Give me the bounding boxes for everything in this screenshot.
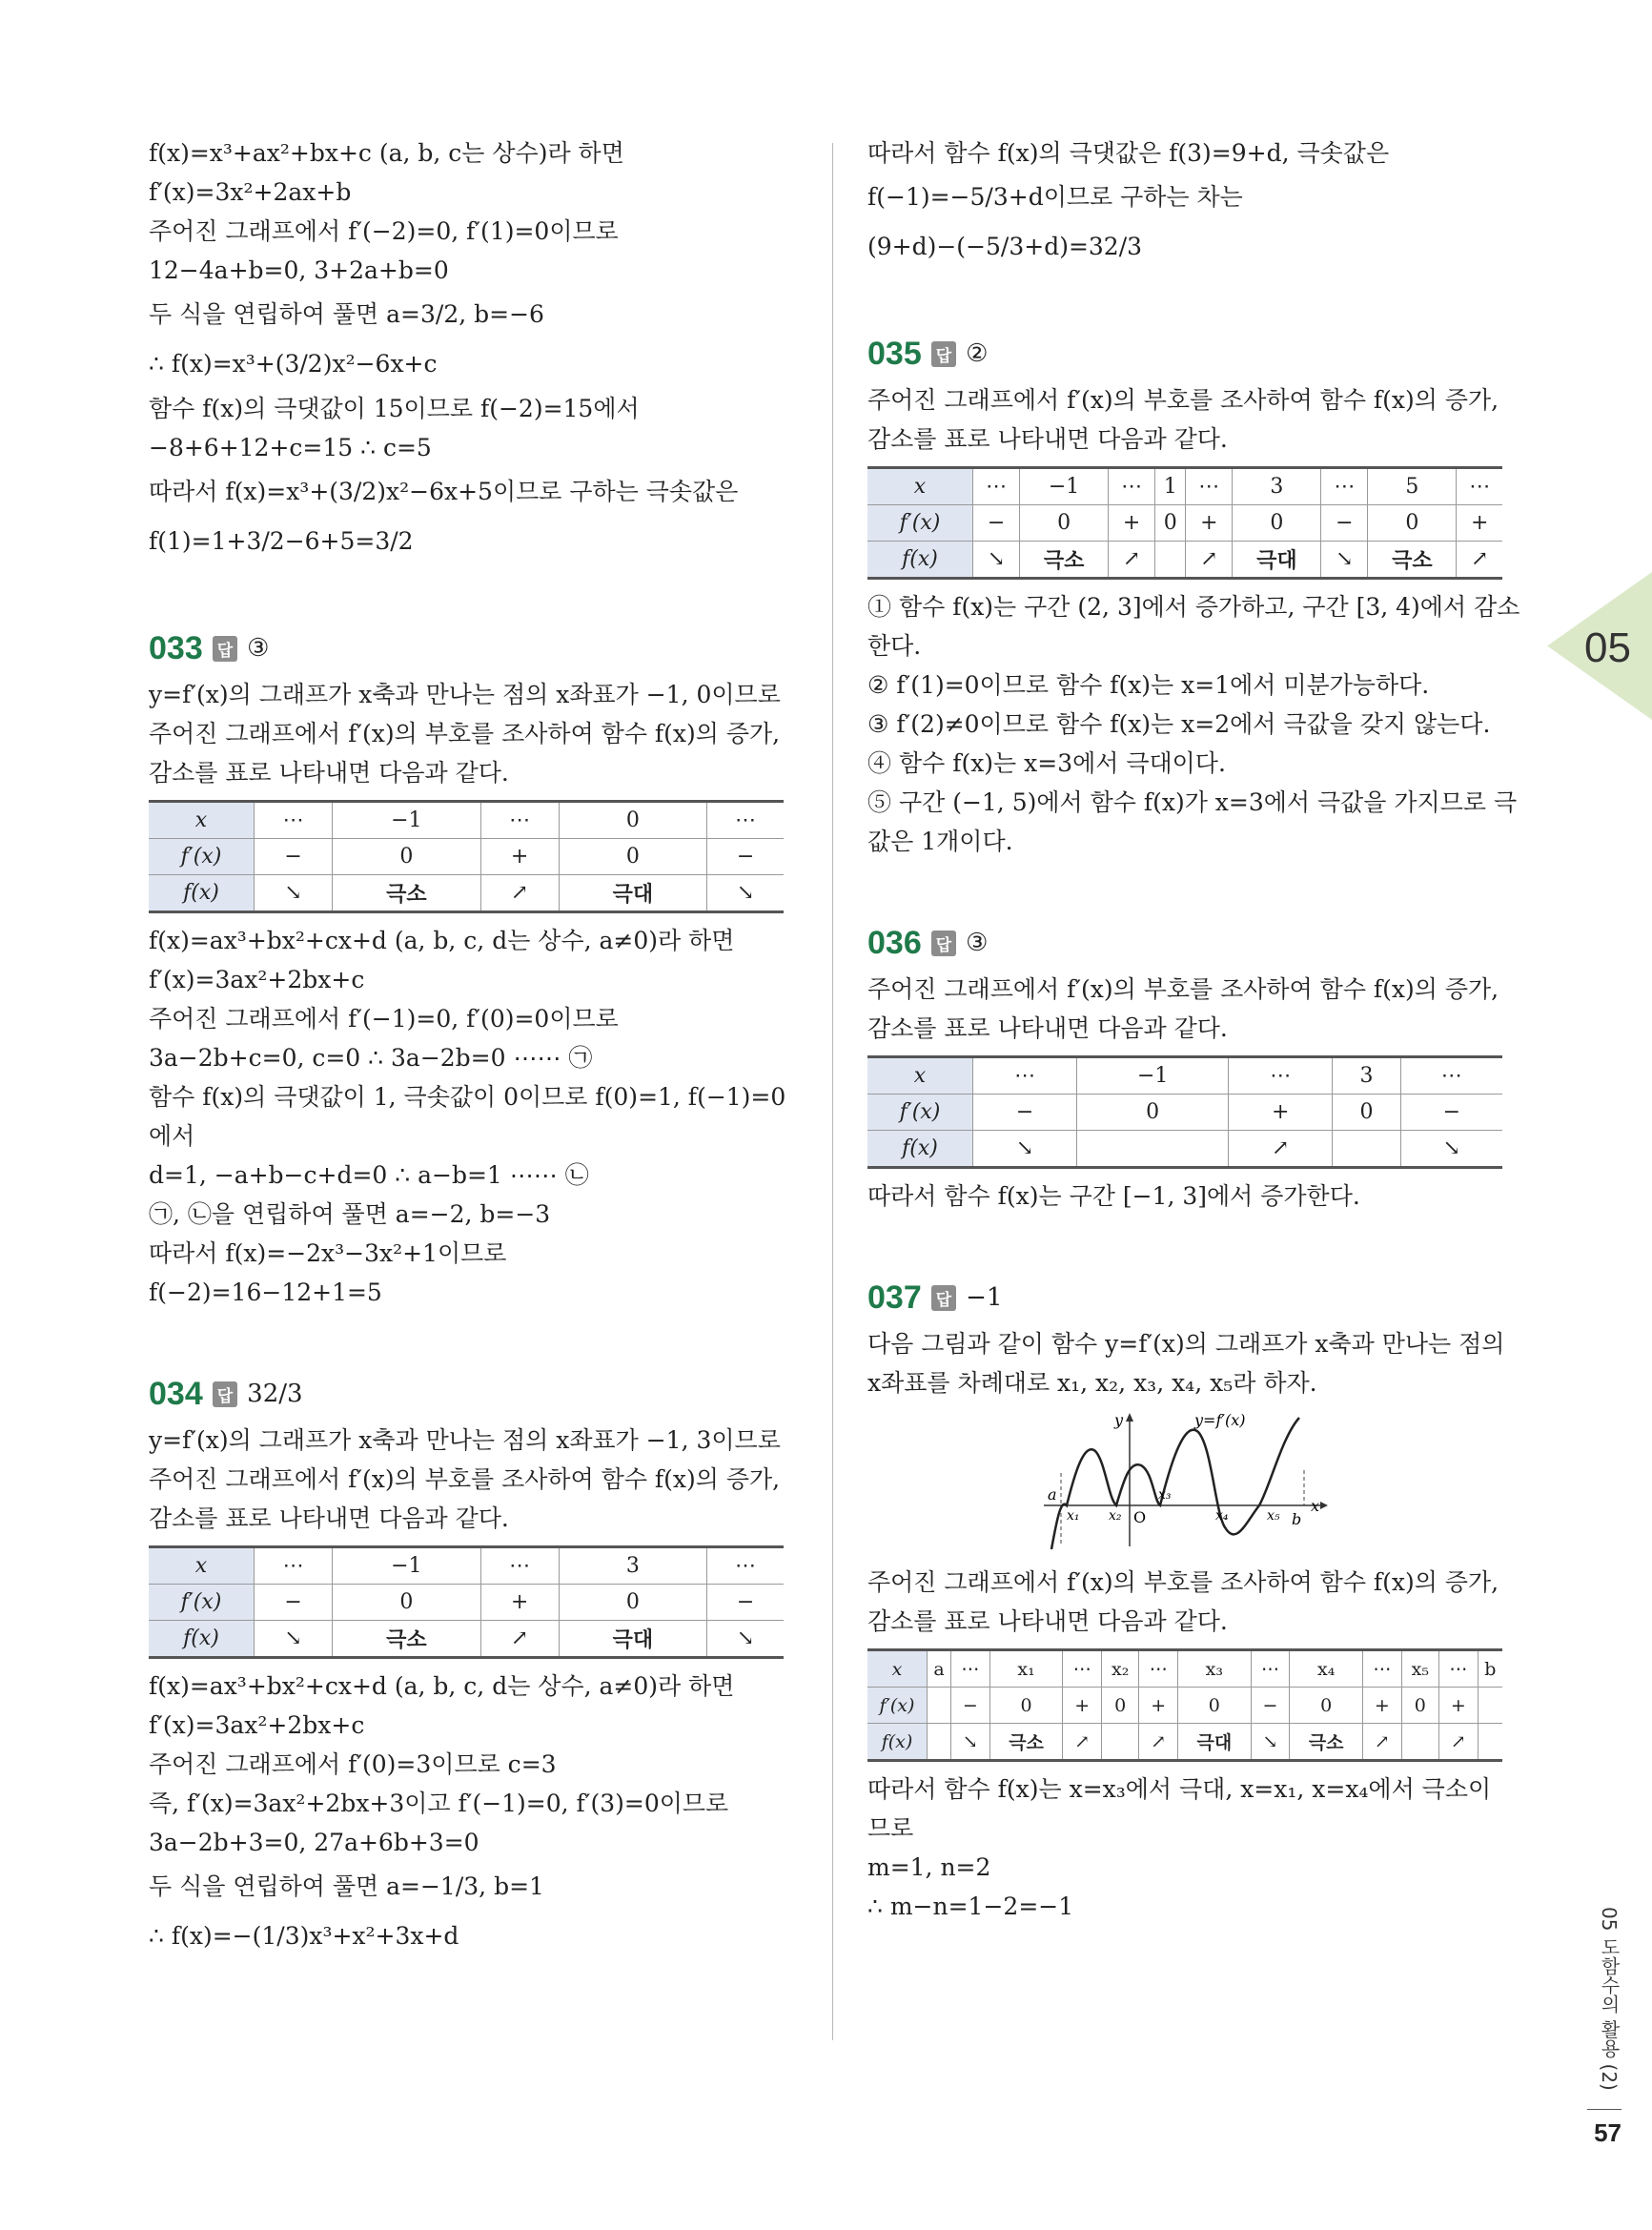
table-cell: 0 — [1020, 505, 1109, 542]
x5-label: x₅ — [1267, 1508, 1280, 1524]
text-line: 주어진 그래프에서 f′(x)의 부호를 조사하여 함수 f(x)의 증가, — [867, 975, 1499, 1003]
table-cell: − — [707, 839, 784, 875]
table-cell: a — [928, 1650, 951, 1688]
text-line: 주어진 그래프에서 f′(−1)=0, f′(0)=0이므로 — [149, 1005, 619, 1033]
answer-value: ③ — [247, 634, 270, 663]
derivative-graph-svg — [1034, 1408, 1339, 1551]
table-cell: ↗ — [1186, 542, 1233, 579]
text-line: 3a−2b+3=0, 27a+6b+3=0 — [149, 1829, 479, 1856]
text-line: 주어진 그래프에서 f′(x)의 부호를 조사하여 함수 f(x)의 증가, — [867, 1568, 1499, 1596]
variation-table-037 — [867, 1648, 1502, 1762]
text-line: 에서 — [149, 1122, 195, 1150]
text-line: ② f′(1)=0이므로 함수 f(x)는 x=1에서 미분가능하다. — [867, 671, 1430, 699]
text-line: 3a−2b+c=0, c=0 ∴ 3a−2b=0 ⋯⋯ ㉠ — [149, 1044, 593, 1072]
table-cell: −1 — [1077, 1057, 1229, 1095]
table-cell: ↘ — [973, 542, 1020, 579]
table-cell: 3 — [559, 1547, 706, 1585]
curve-label: y=f′(x) — [1194, 1411, 1246, 1429]
table-row — [867, 1095, 1502, 1131]
answer-value: ③ — [966, 929, 989, 957]
text-line: 두 식을 연립하여 풀면 a=−1/3, b=1 — [149, 1872, 544, 1900]
table-row — [149, 839, 784, 875]
text-line: ⑤ 구간 (−1, 5)에서 함수 f(x)가 x=3에서 극값을 가지므로 극 — [867, 788, 1518, 816]
table-cell: ↗ — [1363, 1724, 1402, 1761]
text-line: ③ f′(2)≠0이므로 함수 f(x)는 x=2에서 극값을 갖지 않는다. — [867, 710, 1491, 738]
table-row-header: f(x) — [867, 1724, 928, 1761]
table-row-header: x — [867, 1650, 928, 1688]
answer-value: 32/3 — [247, 1380, 303, 1408]
table-cell: 0 — [989, 1688, 1063, 1724]
table-cell: x₅ — [1401, 1650, 1438, 1688]
problem-034-header — [149, 1367, 797, 1421]
table-row — [149, 802, 784, 839]
solution-034-continued — [867, 133, 1516, 272]
left-column — [149, 133, 797, 1961]
table-cell: 0 — [1401, 1688, 1438, 1724]
problem-number: 035 — [867, 335, 922, 372]
page-number: 57 — [1594, 2118, 1621, 2147]
text-line: f′(x)=3x²+2ax+b — [149, 178, 352, 206]
text-line: ∴ f(x)=−(1/3)x³+x²+3x+d — [149, 1922, 459, 1950]
table-cell: + — [1438, 1688, 1478, 1724]
curve-y-f-prime-x — [1051, 1418, 1302, 1549]
table-cell: b — [1478, 1650, 1502, 1688]
derivative-graph — [1034, 1408, 1516, 1555]
table-cell: ⋯ — [1109, 468, 1155, 505]
text-line: 두 식을 연립하여 풀면 a=3/2, b=−6 — [149, 300, 544, 328]
table-cell: ↘ — [1251, 1724, 1290, 1761]
answer-badge: 답 — [213, 636, 237, 662]
text-line: 감소를 표로 나타내면 다음과 같다. — [867, 425, 1228, 453]
table-cell: x₃ — [1178, 1650, 1252, 1688]
problem-number: 033 — [149, 629, 203, 666]
table-cell: 극소 — [1290, 1724, 1363, 1761]
table-cell: 극소 — [333, 1621, 480, 1658]
variation-table-036 — [867, 1055, 1502, 1169]
table-cell: −1 — [333, 802, 480, 839]
table-cell: ↗ — [480, 875, 559, 912]
page-number-rule — [1587, 2109, 1621, 2110]
chapter-title: 05 도함수의 활용 (2) — [1598, 1907, 1621, 2091]
answer-badge: 답 — [931, 341, 956, 367]
table-cell: + — [1063, 1688, 1102, 1724]
table-cell: + — [1139, 1688, 1178, 1724]
table-cell: −1 — [1020, 468, 1109, 505]
table-cell — [1155, 542, 1186, 579]
text-line: ④ 함수 f(x)는 x=3에서 극대이다. — [867, 749, 1226, 777]
table-cell: − — [951, 1688, 990, 1724]
table-row-header: f(x) — [867, 542, 973, 579]
table-cell: 5 — [1368, 468, 1457, 505]
table-row — [867, 1688, 1502, 1724]
variation-table-034 — [149, 1545, 784, 1659]
problem-number: 036 — [867, 924, 922, 961]
table-cell: + — [1457, 505, 1502, 542]
text-line: f′(x)=3ax²+2bx+c — [149, 1711, 365, 1739]
table-cell — [1478, 1688, 1502, 1724]
text-line: ① 함수 f(x)는 구간 (2, 3]에서 증가하고, 구간 [3, 4)에서 감소 — [867, 593, 1520, 621]
table-cell: x₄ — [1290, 1650, 1363, 1688]
text-line: 주어진 그래프에서 f′(x)의 부호를 조사하여 함수 f(x)의 증가, — [149, 720, 781, 747]
table-cell: 1 — [1155, 468, 1186, 505]
table-cell: ⋯ — [951, 1650, 990, 1688]
table-row-header: f′(x) — [867, 1688, 928, 1724]
text-line: 함수 f(x)의 극댓값이 1, 극솟값이 0이므로 f(0)=1, f(−1)=0 — [149, 1083, 786, 1111]
table-cell: ↘ — [1321, 542, 1368, 579]
table-cell: ↗ — [1457, 542, 1502, 579]
table-cell: + — [1109, 505, 1155, 542]
table-cell: ⋯ — [255, 802, 333, 839]
table-row — [149, 1621, 784, 1658]
table-cell: ⋯ — [1063, 1650, 1102, 1688]
answer-badge: 답 — [931, 931, 956, 956]
problem-033-header — [149, 622, 797, 675]
table-cell: 극대 — [559, 875, 706, 912]
text-line: y=f′(x)의 그래프가 x축과 만나는 점의 x좌표가 −1, 0이므로 — [149, 681, 781, 708]
table-row — [149, 875, 784, 912]
table-cell: + — [1186, 505, 1233, 542]
table-cell: 극대 — [559, 1621, 706, 1658]
answer-badge: 답 — [931, 1285, 956, 1311]
chapter-tab-number: 05 — [1584, 624, 1631, 671]
table-cell: ↗ — [1229, 1131, 1333, 1168]
text-line: f(−2)=16−12+1=5 — [149, 1279, 382, 1306]
table-cell: 극소 — [333, 875, 480, 912]
table-row-header: x — [867, 1057, 973, 1095]
right-column — [867, 133, 1520, 1926]
table-cell: − — [1251, 1688, 1290, 1724]
table-cell: − — [973, 505, 1020, 542]
table-row-header: f(x) — [867, 1131, 973, 1168]
text-line: 따라서 f(x)=−2x³−3x²+1이므로 — [149, 1239, 507, 1267]
table-cell: ↘ — [1400, 1131, 1502, 1168]
table-cell: 0 — [559, 802, 706, 839]
table-cell: −1 — [333, 1547, 480, 1585]
a-label: a — [1048, 1485, 1057, 1504]
x2-label: x₂ — [1109, 1508, 1122, 1524]
table-row-header: f′(x) — [867, 505, 973, 542]
table-cell: ⋯ — [1186, 468, 1233, 505]
text-line: ∴ m−n=1−2=−1 — [867, 1892, 1074, 1920]
table-cell: 0 — [1233, 505, 1321, 542]
text-line: 따라서 함수 f(x)는 x=x₃에서 극대, x=x₁, x=x₄에서 극소이 — [867, 1775, 1492, 1803]
table-row — [867, 1131, 1502, 1168]
table-row — [149, 1585, 784, 1621]
table-cell: 극소 — [1020, 542, 1109, 579]
table-cell: ↘ — [951, 1724, 990, 1761]
text-line: f(1)=1+3/2−6+5=3/2 — [149, 527, 414, 555]
table-cell: 0 — [1102, 1688, 1139, 1724]
x-axis-label: x — [1311, 1497, 1320, 1515]
table-cell: 3 — [1333, 1057, 1400, 1095]
table-cell: 0 — [1155, 505, 1186, 542]
table-row-header: f(x) — [149, 875, 255, 912]
table-cell: 극소 — [1368, 542, 1457, 579]
x3-label: x₃ — [1158, 1487, 1172, 1503]
table-cell: ⋯ — [1438, 1650, 1478, 1688]
text-line: 값은 1개이다. — [867, 828, 1013, 855]
table-cell — [1333, 1131, 1400, 1168]
table-cell: 극대 — [1178, 1724, 1252, 1761]
table-cell: ⋯ — [973, 1057, 1077, 1095]
table-row — [867, 1650, 1502, 1688]
text-line: 다음 그림과 같이 함수 y=f′(x)의 그래프가 x축과 만나는 점의 — [867, 1330, 1505, 1358]
table-cell — [1077, 1131, 1229, 1168]
text-line: 한다. — [867, 632, 922, 660]
table-cell: − — [1400, 1095, 1502, 1131]
table-cell — [1102, 1724, 1139, 1761]
problem-036-header — [867, 916, 1516, 970]
table-row — [867, 1057, 1502, 1095]
table-cell: − — [255, 1585, 333, 1621]
table-cell: − — [1321, 505, 1368, 542]
table-cell: ⋯ — [255, 1547, 333, 1585]
text-line: 감소를 표로 나타내면 다음과 같다. — [149, 759, 509, 787]
text-line: 므로 — [867, 1814, 914, 1842]
problem-number: 037 — [867, 1279, 922, 1316]
answer-badge: 답 — [213, 1381, 237, 1407]
x4-label: x₄ — [1215, 1508, 1229, 1524]
solution-032-continued — [149, 133, 797, 566]
table-row-header: f′(x) — [149, 839, 255, 875]
text-line: 즉, f′(x)=3ax²+2bx+3이고 f′(−1)=0, f′(3)=0이므로 — [149, 1790, 729, 1817]
text-line: 감소를 표로 나타내면 다음과 같다. — [149, 1504, 509, 1532]
b-label: b — [1292, 1510, 1302, 1528]
text-line: 함수 f(x)의 극댓값이 15이므로 f(−2)=15에서 — [149, 395, 640, 422]
text-line: 주어진 그래프에서 f′(x)의 부호를 조사하여 함수 f(x)의 증가, — [149, 1465, 781, 1493]
table-cell: ⋯ — [707, 802, 784, 839]
table-cell: ⋯ — [1457, 468, 1502, 505]
table-row — [149, 1547, 784, 1585]
table-row — [867, 468, 1502, 505]
table-cell: ⋯ — [480, 802, 559, 839]
text-line: 감소를 표로 나타내면 다음과 같다. — [867, 1607, 1228, 1635]
table-cell: + — [480, 1585, 559, 1621]
table-cell: + — [1229, 1095, 1333, 1131]
origin-label: O — [1133, 1508, 1147, 1526]
text-line: f′(x)=3ax²+2bx+c — [149, 966, 365, 993]
text-line: m=1, n=2 — [867, 1853, 991, 1881]
table-cell — [1478, 1724, 1502, 1761]
table-cell: 0 — [333, 839, 480, 875]
table-cell: 0 — [1368, 505, 1457, 542]
text-line: (9+d)−(−5/3+d)=32/3 — [867, 233, 1143, 260]
problem-037-header — [867, 1271, 1516, 1324]
table-cell: 0 — [1290, 1688, 1363, 1724]
text-line: f(x)=ax³+bx²+cx+d (a, b, c, d는 상수, a≠0)라 하면 — [149, 1672, 735, 1700]
table-cell: ↘ — [255, 1621, 333, 1658]
table-cell: ⋯ — [480, 1547, 559, 1585]
table-cell: ⋯ — [1229, 1057, 1333, 1095]
table-cell: − — [973, 1095, 1077, 1131]
table-row — [867, 542, 1502, 579]
table-cell: ↘ — [707, 875, 784, 912]
table-cell — [928, 1724, 951, 1761]
text-line: 따라서 함수 f(x)는 구간 [−1, 3]에서 증가한다. — [867, 1182, 1360, 1210]
text-line: d=1, −a+b−c+d=0 ∴ a−b=1 ⋯⋯ ㉡ — [149, 1161, 589, 1189]
problem-number: 034 — [149, 1375, 203, 1412]
text-line: 주어진 그래프에서 f′(x)의 부호를 조사하여 함수 f(x)의 증가, — [867, 386, 1499, 414]
text-line: −8+6+12+c=15 ∴ c=5 — [149, 434, 432, 461]
table-cell: ⋯ — [1363, 1650, 1402, 1688]
text-line: 12−4a+b=0, 3+2a+b=0 — [149, 256, 449, 284]
y-axis-arrow — [1126, 1413, 1133, 1422]
table-cell: ↗ — [1109, 542, 1155, 579]
text-line: 따라서 함수 f(x)의 극댓값은 f(3)=9+d, 극솟값은 — [867, 139, 1390, 167]
table-cell: 0 — [1077, 1095, 1229, 1131]
table-row-header: f(x) — [149, 1621, 255, 1658]
table-cell: ⋯ — [973, 468, 1020, 505]
x-axis-arrow — [1320, 1502, 1328, 1509]
table-row — [867, 1724, 1502, 1761]
table-cell: 3 — [1233, 468, 1321, 505]
text-line: 감소를 표로 나타내면 다음과 같다. — [867, 1014, 1228, 1042]
table-cell: 0 — [1333, 1095, 1400, 1131]
text-line: x좌표를 차례대로 x₁, x₂, x₃, x₄, x₅라 하자. — [867, 1369, 1317, 1397]
table-cell: 극소 — [989, 1724, 1063, 1761]
answer-value: −1 — [966, 1283, 1003, 1312]
table-cell: ↘ — [973, 1131, 1077, 1168]
table-cell: ↘ — [707, 1621, 784, 1658]
table-cell: 0 — [559, 1585, 706, 1621]
text-line: ∴ f(x)=x³+(3/2)x²−6x+c — [149, 350, 438, 378]
table-cell: 극대 — [1233, 542, 1321, 579]
table-cell: 0 — [559, 839, 706, 875]
table-cell: x₁ — [989, 1650, 1063, 1688]
table-cell: ↘ — [255, 875, 333, 912]
table-row — [867, 505, 1502, 542]
text-line: f(x)=ax³+bx²+cx+d (a, b, c, d는 상수, a≠0)라 하면 — [149, 927, 735, 954]
text-line: 따라서 f(x)=x³+(3/2)x²−6x+5이므로 구하는 극솟값은 — [149, 478, 739, 505]
table-cell: ⋯ — [1400, 1057, 1502, 1095]
table-cell: ↗ — [1139, 1724, 1178, 1761]
table-cell: − — [255, 839, 333, 875]
table-row-header: x — [867, 468, 973, 505]
table-cell — [1401, 1724, 1438, 1761]
table-row-header: f′(x) — [867, 1095, 973, 1131]
table-cell — [928, 1688, 951, 1724]
text-line: ㉠, ㉡을 연립하여 풀면 a=−2, b=−3 — [149, 1200, 551, 1228]
table-cell: 0 — [1178, 1688, 1252, 1724]
problem-035-header — [867, 327, 1516, 380]
answer-value: ② — [966, 339, 989, 368]
table-cell: + — [480, 839, 559, 875]
table-cell: ⋯ — [1251, 1650, 1290, 1688]
y-axis-label: y — [1114, 1411, 1124, 1429]
text-line: 주어진 그래프에서 f′(−2)=0, f′(1)=0이므로 — [149, 217, 619, 245]
table-cell: x₂ — [1102, 1650, 1139, 1688]
table-row-header: x — [149, 1547, 255, 1585]
table-cell: ↗ — [480, 1621, 559, 1658]
table-cell: ⋯ — [1321, 468, 1368, 505]
table-cell: − — [707, 1585, 784, 1621]
table-cell: ↗ — [1063, 1724, 1102, 1761]
x1-label: x₁ — [1067, 1508, 1080, 1524]
variation-table-033 — [149, 800, 784, 913]
table-cell: ⋯ — [707, 1547, 784, 1585]
text-line: 주어진 그래프에서 f′(0)=3이므로 c=3 — [149, 1750, 557, 1778]
table-cell: ↗ — [1438, 1724, 1478, 1761]
column-divider — [832, 143, 833, 2040]
table-cell: 0 — [333, 1585, 480, 1621]
text-line: f(x)=x³+ax²+bx+c (a, b, c는 상수)라 하면 — [149, 139, 624, 167]
table-cell: + — [1363, 1688, 1402, 1724]
table-row-header: f′(x) — [149, 1585, 255, 1621]
text-line: y=f′(x)의 그래프가 x축과 만나는 점의 x좌표가 −1, 3이므로 — [149, 1426, 781, 1454]
text-line: f(−1)=−5/3+d이므로 구하는 차는 — [867, 183, 1243, 211]
table-cell: ⋯ — [1139, 1650, 1178, 1688]
variation-table-035 — [867, 466, 1502, 580]
table-row-header: x — [149, 802, 255, 839]
